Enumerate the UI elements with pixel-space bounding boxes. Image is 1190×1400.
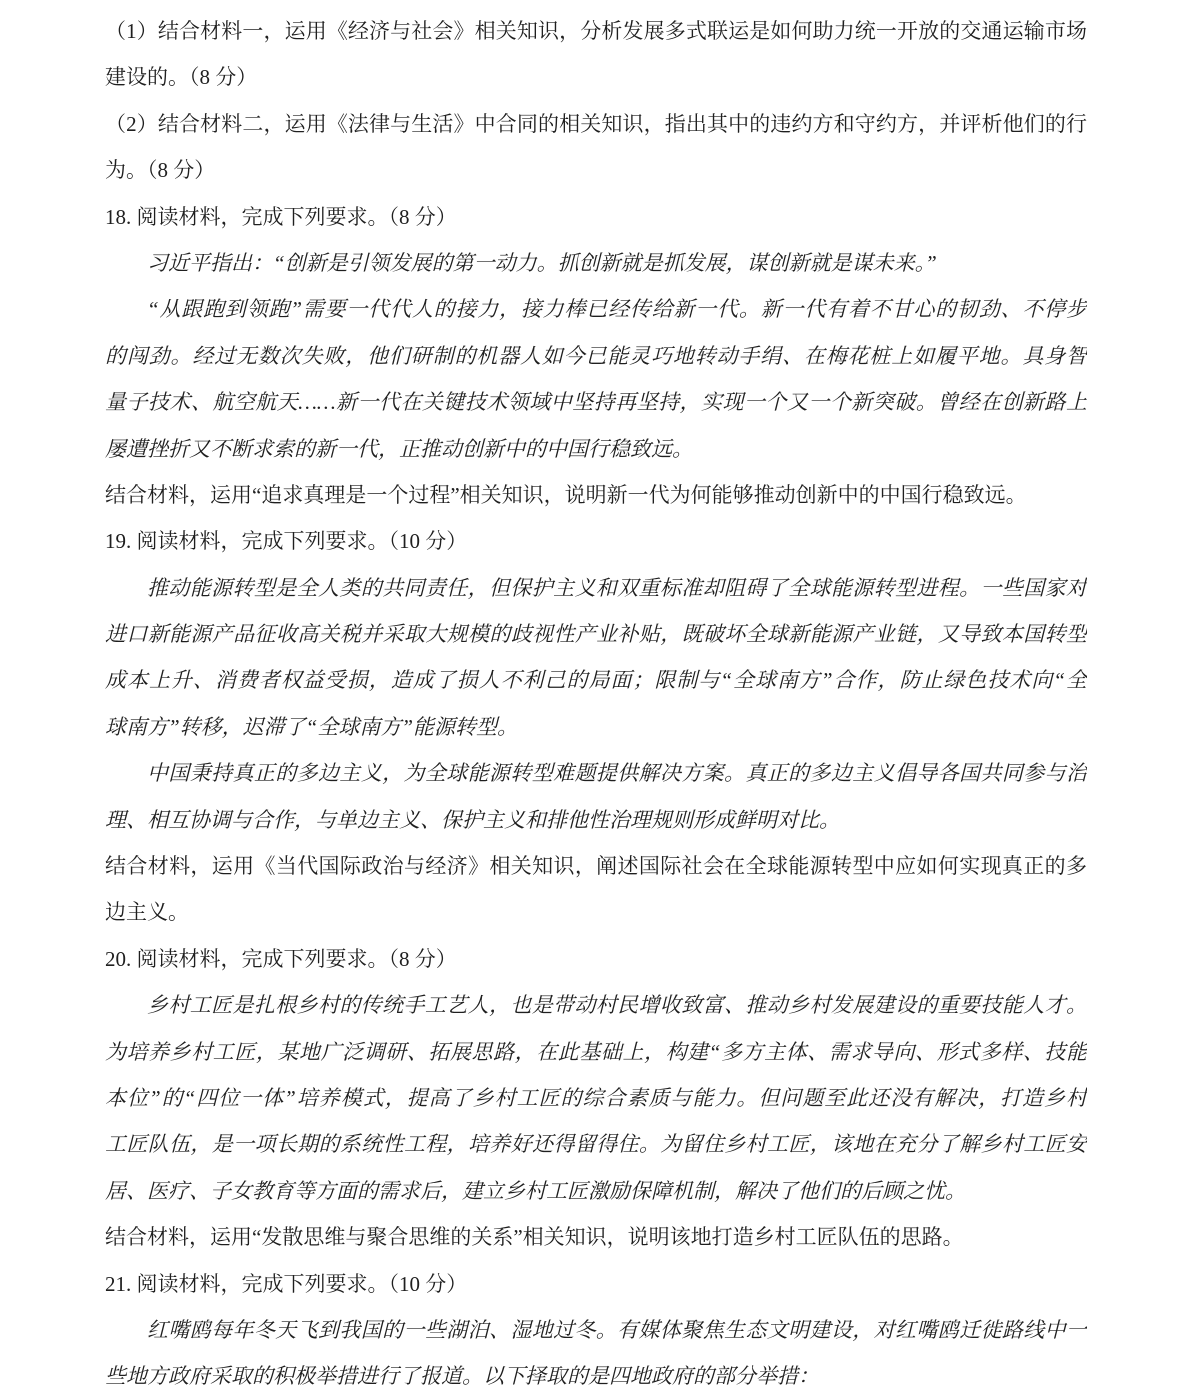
question-17-followup-parts xyxy=(105,8,1087,194)
question-part-2-line: 为。（8 分） xyxy=(105,158,216,183)
material-line: 的闯劲。经过无数次失败，他们研制的机器人如今已能灵巧地转动手绢、在梅花桩上如履平地。具身智 xyxy=(105,343,1087,368)
material-line: 工匠队伍，是一项长期的系统性工程，培养好还得留得住。为留住乡村工匠，该地在充分了解乡村工匠安 xyxy=(105,1132,1087,1157)
material-line: 些地方政府采取的积极举措进行了报道。以下择取的是四地政府的部分举措： xyxy=(105,1364,819,1389)
material-line: 屡遭挫折又不断求索的新一代，正推动创新中的中国行稳致远。 xyxy=(105,436,693,461)
question-19 xyxy=(105,518,1087,936)
question-18-task: 结合材料，运用“追求真理是一个过程”相关知识，说明新一代为何能够推动创新中的中国行稳致远。 xyxy=(105,482,1027,507)
material-line: 理、相互协调与合作，与单边主义、保护主义和排他性治理规则形成鲜明对比。 xyxy=(105,807,840,832)
question-19-task: 边主义。 xyxy=(105,900,189,925)
question-21-heading: 21. 阅读材料，完成下列要求。（10 分） xyxy=(105,1271,468,1296)
material-line: 球南方”转移，迟滞了“全球南方”能源转型。 xyxy=(105,714,519,739)
material-line: 习近平指出：“创新是引领发展的第一动力。抓创新就是抓发展，谋创新就是谋未来。” xyxy=(147,250,937,275)
question-20-task: 结合材料，运用“发散思维与聚合思维的关系”相关知识，说明该地打造乡村工匠队伍的思路。 xyxy=(105,1225,964,1250)
material-line: 居、医疗、子女教育等方面的需求后，建立乡村工匠激励保障机制，解决了他们的后顾之忧。 xyxy=(105,1178,966,1203)
exam-paper-page xyxy=(105,8,1087,1400)
material-line: 中国秉持真正的多边主义，为全球能源转型难题提供解决方案。真正的多边主义倡导各国共同参与治 xyxy=(147,761,1087,786)
material-line: 本位”的“四位一体”培养模式，提高了乡村工匠的综合素质与能力。但问题至此还没有解决，打造乡村 xyxy=(105,1085,1087,1110)
material-line: 为培养乡村工匠，某地广泛调研、拓展思路，在此基础上，构建“多方主体、需求导向、形式多样、技能 xyxy=(105,1039,1087,1064)
question-20-heading: 20. 阅读材料，完成下列要求。（8 分） xyxy=(105,946,457,971)
material-line: “从跟跑到领跑”需要一代代人的接力，接力棒已经传给新一代。新一代有着不甘心的韧劲、不停步 xyxy=(147,297,1087,322)
question-19-heading: 19. 阅读材料，完成下列要求。（10 分） xyxy=(105,529,468,554)
question-20 xyxy=(105,936,1087,1261)
question-part-1-line: 建设的。（8 分） xyxy=(105,65,258,90)
question-21 xyxy=(105,1261,1087,1400)
material-line: 进口新能源产品征收高关税并采取大规模的歧视性产业补贴，既破坏全球新能源产业链，又导致本国转型 xyxy=(105,622,1087,647)
material-line: 推动能源转型是全人类的共同责任，但保护主义和双重标准却阻碍了全球能源转型进程。一些国家对 xyxy=(147,575,1087,600)
material-line: 成本上升、消费者权益受损，造成了损人不利己的局面；限制与“全球南方”合作，防止绿色技术向“全 xyxy=(105,668,1087,693)
question-18 xyxy=(105,194,1087,519)
question-19-task: 结合材料，运用《当代国际政治与经济》相关知识，阐述国际社会在全球能源转型中应如何实现真正的多 xyxy=(105,854,1087,879)
material-line: 量子技术、航空航天……新一代在关键技术领域中坚持再坚持，实现一个又一个新突破。曾经在创新路上 xyxy=(105,390,1087,415)
material-line: 乡村工匠是扎根乡村的传统手工艺人，也是带动村民增收致富、推动乡村发展建设的重要技能人才。 xyxy=(147,993,1087,1018)
question-part-2-line: （2）结合材料二，运用《法律与生活》中合同的相关知识，指出其中的违约方和守约方，并评析他们的行 xyxy=(105,111,1087,136)
question-part-1-line: （1）结合材料一，运用《经济与社会》相关知识，分析发展多式联运是如何助力统一开放的交通运输市场 xyxy=(105,19,1087,43)
question-18-heading: 18. 阅读材料，完成下列要求。（8 分） xyxy=(105,204,457,229)
material-line: 红嘴鸥每年冬天飞到我国的一些湖泊、湿地过冬。有媒体聚焦生态文明建设，对红嘴鸥迁徙路线中一 xyxy=(147,1317,1087,1342)
